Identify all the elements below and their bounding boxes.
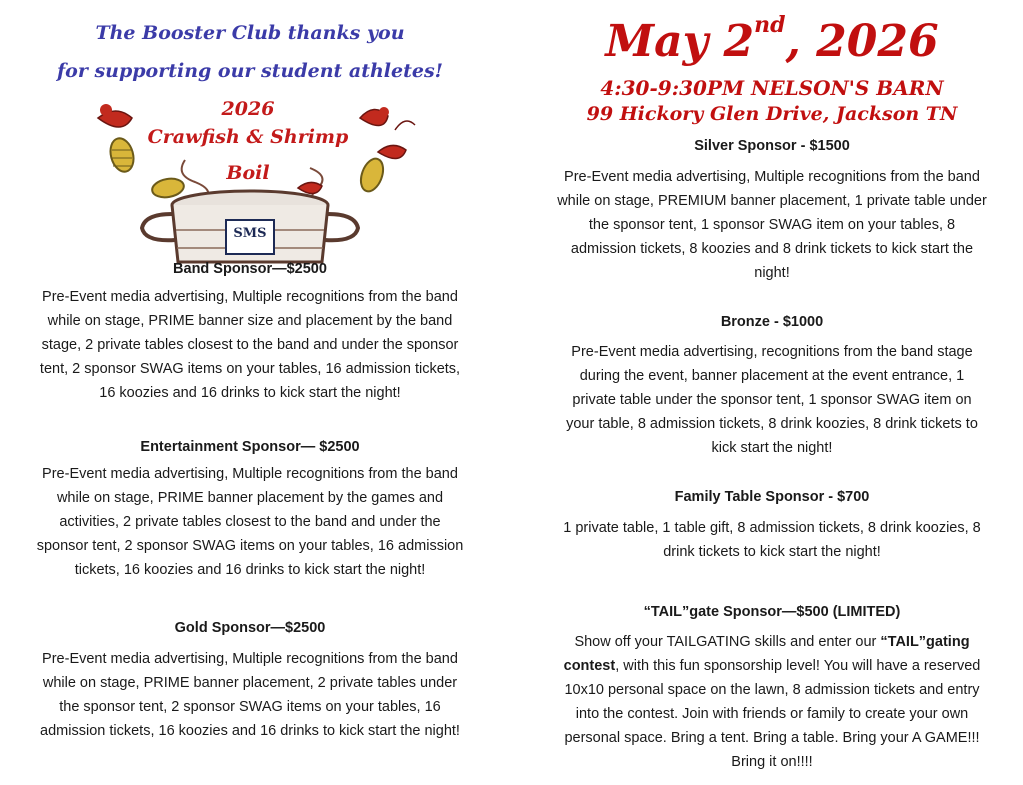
sponsor-title-gold: Gold Sponsor—$2500 — [174, 620, 326, 636]
desc-line: your table, 8 admission tickets, 8 drink koozies, 8 drink tickets to — [566, 416, 978, 432]
desc-line: into the contest. Join with friends or family to create your own — [575, 706, 969, 722]
date-suffix: nd — [754, 12, 786, 38]
sponsor-desc-entertainment — [0, 462, 500, 582]
date-main: May 2 — [605, 16, 755, 67]
desc-line: Pre-Event media advertising, Multiple recognitions from the band — [42, 466, 458, 482]
thanks-line-1: The Booster Club thanks you — [95, 22, 405, 44]
event-name-line-1: Crawfish & Shrimp — [147, 126, 349, 148]
date-year: , 2026 — [785, 16, 939, 67]
text-run-bold: contest — [563, 658, 616, 674]
sponsor-title-silver: Silver Sponsor - $1500 — [694, 138, 850, 154]
desc-line: while on stage, PREMIUM banner placement, 1 private table under — [557, 193, 987, 209]
event-year: 2026 — [221, 98, 275, 120]
desc-line: stage, 2 private tables closest to the band and under the sponsor — [41, 337, 459, 353]
event-time-place: 4:30-9:30PM NELSON'S BARN — [600, 76, 944, 100]
sponsor-desc-tailgate — [521, 630, 1023, 774]
desc-line: 10x10 personal space on the lawn, 8 admission tickets and entry — [564, 682, 980, 698]
desc-line: Pre-Event media advertising, Multiple recognitions from the band — [564, 169, 980, 185]
desc-line: while on stage, PRIME banner placement, 2 private tables under — [42, 675, 458, 691]
sponsor-title-tailgate: “TAIL”gate Sponsor—$500 (LIMITED) — [643, 604, 901, 620]
desc-line: 16 koozies and 16 drinks to kick start the night! — [99, 385, 401, 401]
desc-line: sponsor tent, 2 sponsor SWAG items on your tables, 16 admission — [36, 538, 464, 554]
desc-line — [521, 630, 1023, 654]
desc-line: tent, 2 sponsor SWAG items on your tables, 16 admission tickets, — [39, 361, 461, 377]
event-address: 99 Hickory Glen Drive, Jackson TN — [586, 103, 958, 125]
logo-text: SMS — [233, 226, 267, 241]
text-run-bold: “TAIL”gating — [880, 634, 970, 650]
sponsor-title-entertainment: Entertainment Sponsor— $2500 — [140, 439, 360, 455]
sponsor-desc-silver — [521, 165, 1023, 285]
sponsor-title-band: Band Sponsor—$2500 — [173, 261, 327, 277]
event-name-line-2: Boil — [226, 162, 270, 184]
sponsor-desc-family — [521, 516, 1023, 564]
desc-line: while on stage, PRIME banner size and placement by the band — [47, 313, 453, 329]
text-run: Show off your TAILGATING skills and enter our — [574, 634, 877, 650]
text-run: , with this fun sponsorship level! You will have a reserved — [615, 658, 981, 674]
desc-line: activities, 2 private tables closest to the band and under the — [59, 514, 441, 530]
desc-line: admission tickets, 8 koozies and 8 drink tickets to kick start the — [570, 241, 974, 257]
desc-line: 1 private table, 1 table gift, 8 admission tickets, 8 drink koozies, 8 — [563, 520, 981, 536]
desc-line: Pre-Event media advertising, recognitions from the band stage — [571, 344, 973, 360]
sponsor-title-bronze: Bronze - $1000 — [720, 314, 824, 330]
desc-line: Pre-Event media advertising, Multiple recognitions from the band — [42, 651, 458, 667]
sponsor-desc-band — [0, 285, 500, 405]
thanks-line-2: for supporting our student athletes! — [56, 60, 444, 82]
desc-line: Bring it on!!!! — [731, 754, 813, 770]
pot-handle-right — [325, 214, 358, 240]
desc-line: kick start the night! — [711, 440, 833, 456]
desc-line: while on stage, PRIME banner placement by the games and — [56, 490, 444, 506]
desc-line: admission tickets, 16 koozies and 16 drinks to kick start the night! — [40, 723, 460, 739]
desc-line: night! — [754, 265, 790, 281]
sponsor-desc-bronze — [521, 340, 1023, 460]
desc-line: private table under the sponsor tent, 1 sponsor SWAG item on — [572, 392, 972, 408]
sponsor-title-family: Family Table Sponsor - $700 — [674, 489, 870, 505]
desc-line: the sponsor tent, 2 sponsor SWAG items on your tables, 16 — [59, 699, 441, 715]
pot-handle-left — [142, 214, 175, 240]
desc-line: Pre-Event media advertising, Multiple recognitions from the band — [42, 289, 458, 305]
sponsor-desc-gold — [0, 647, 500, 743]
desc-line: personal space. Bring a tent. Bring a table. Bring your A GAME!!! — [564, 730, 980, 746]
desc-line — [521, 654, 1023, 678]
event-date — [521, 12, 1023, 67]
desc-line: tickets, 16 koozies and 16 drinks to kick start the night! — [74, 562, 426, 578]
desc-line: during the event, banner placement at the event entrance, 1 — [579, 368, 965, 384]
desc-line: drink tickets to kick start the night! — [663, 544, 881, 560]
crawfish-icon — [378, 145, 406, 158]
desc-line: the sponsor tent, 1 sponsor SWAG item on your tables, 8 — [588, 217, 956, 233]
